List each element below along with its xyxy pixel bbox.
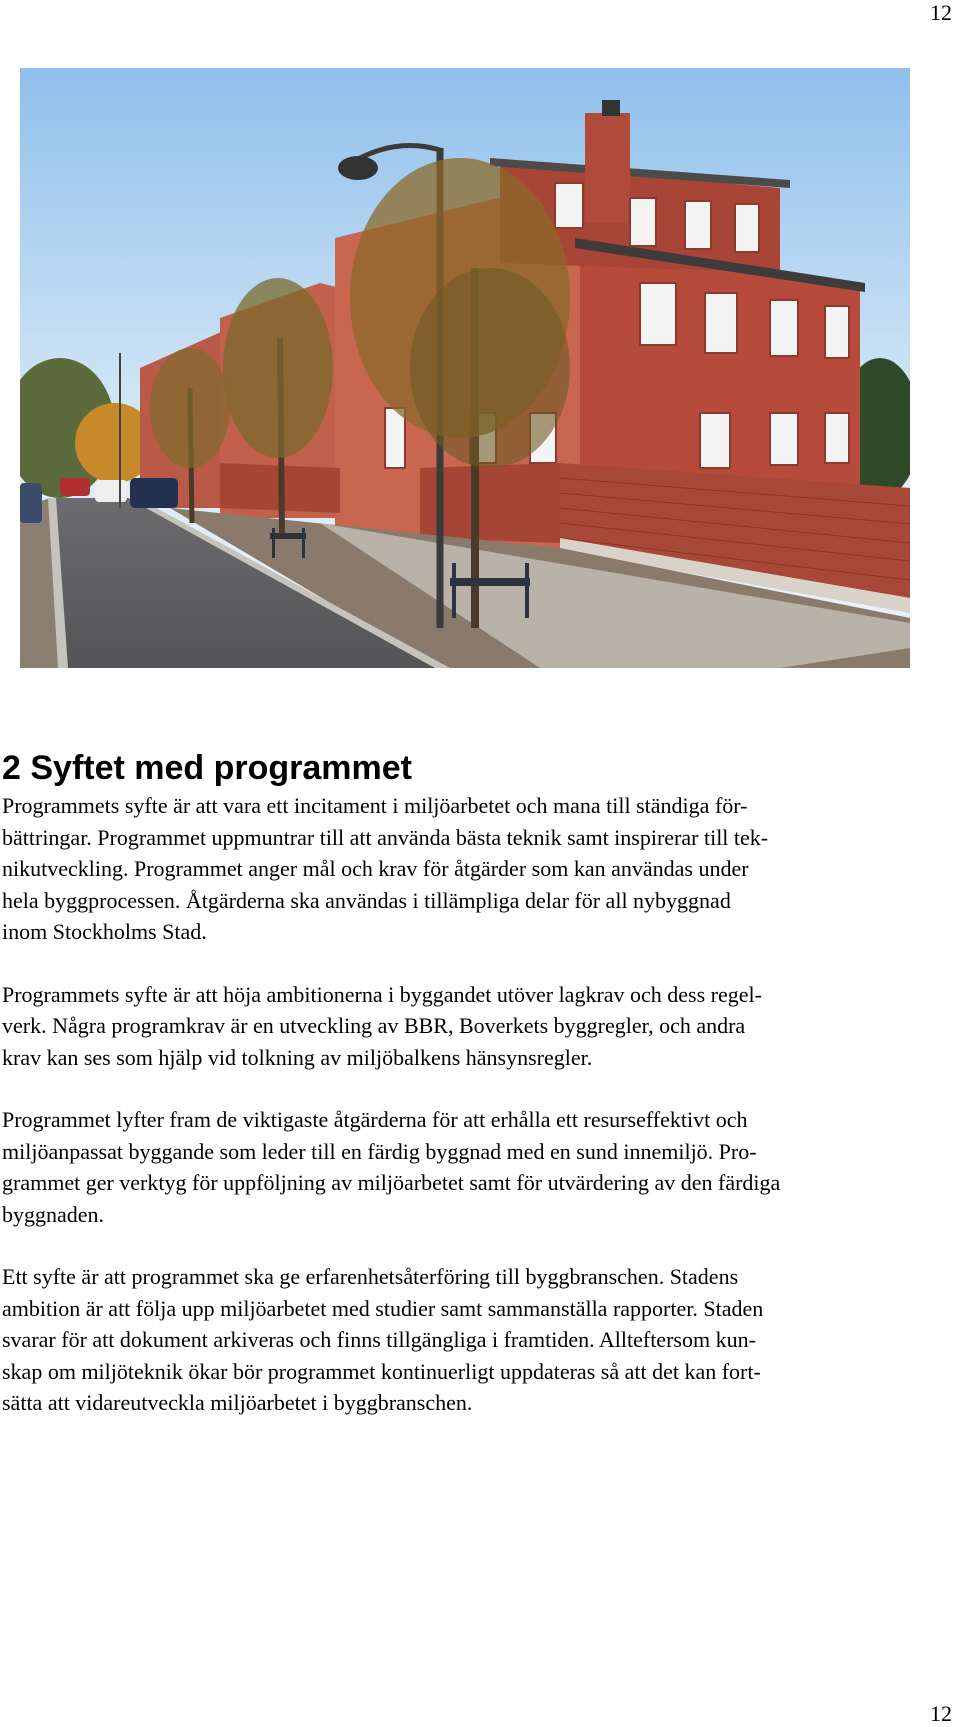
text-line: byggnaden. [2,1201,105,1227]
text-line: krav kan ses som hjälp vid tolkning av miljöbalkens hänsynsregler. [2,1044,593,1070]
text-line: Programmet lyfter fram de viktigaste åtgärderna för att erhålla ett resurseffektivt och [2,1107,748,1132]
paragraph [2,1104,952,1230]
text-line: Ett syfte är att programmet ska ge erfarenhetsåterföring till byggbranschen. Stadens [2,1264,739,1289]
text-line: svarar för att dokument arkiveras och finns tillgängliga i framtiden. Allteftersom kun- [2,1327,756,1352]
paragraph [2,790,952,948]
text-line: grammet ger verktyg för uppföljning av miljöarbetet samt för utvärdering av den färdiga [2,1170,781,1195]
text-line: bättringar. Programmet uppmuntrar till att använda bästa teknik samt inspirerar till tek- [2,824,769,850]
text-line: hela byggprocessen. Åtgärderna ska användas i tillämpliga delar för all nybyggnad [2,887,731,913]
building-photo [20,68,910,668]
text-line: ambition är att följa upp miljöarbetet med studier samt sammanställa rapporter. Staden [2,1295,764,1321]
text-line: inom Stockholms Stad. [2,919,207,944]
text-line: sätta att vidareutveckla miljöarbetet i byggbranschen. [2,1390,473,1415]
text-line: Programmets syfte är att höja ambitionerna i byggandet utöver lagkrav och dess regel- [2,981,762,1007]
body-text [2,790,952,1450]
text-line: skap om miljöteknik ökar bör programmet kontinuerligt uppdateras så att det kan fort- [2,1358,761,1384]
paragraph [2,1261,952,1419]
text-line: nikutveckling. Programmet anger mål och krav för åtgärder som kan användas under [2,856,749,881]
section-heading: 2 Syftet med programmet [2,749,412,787]
page-number-bottom: 12 [930,1701,952,1726]
paragraph [2,979,952,1074]
text-line: miljöanpassat byggande som leder till en färdig byggnad med en sund innemiljö. Pro- [2,1138,757,1164]
text-line: verk. Några programkrav är en utveckling av BBR, Boverkets byggregler, och andra [2,1013,746,1038]
page-number-top: 12 [930,0,952,25]
text-line: Programmets syfte är att vara ett incitament i miljöarbetet och mana till ständiga för- [2,793,748,818]
